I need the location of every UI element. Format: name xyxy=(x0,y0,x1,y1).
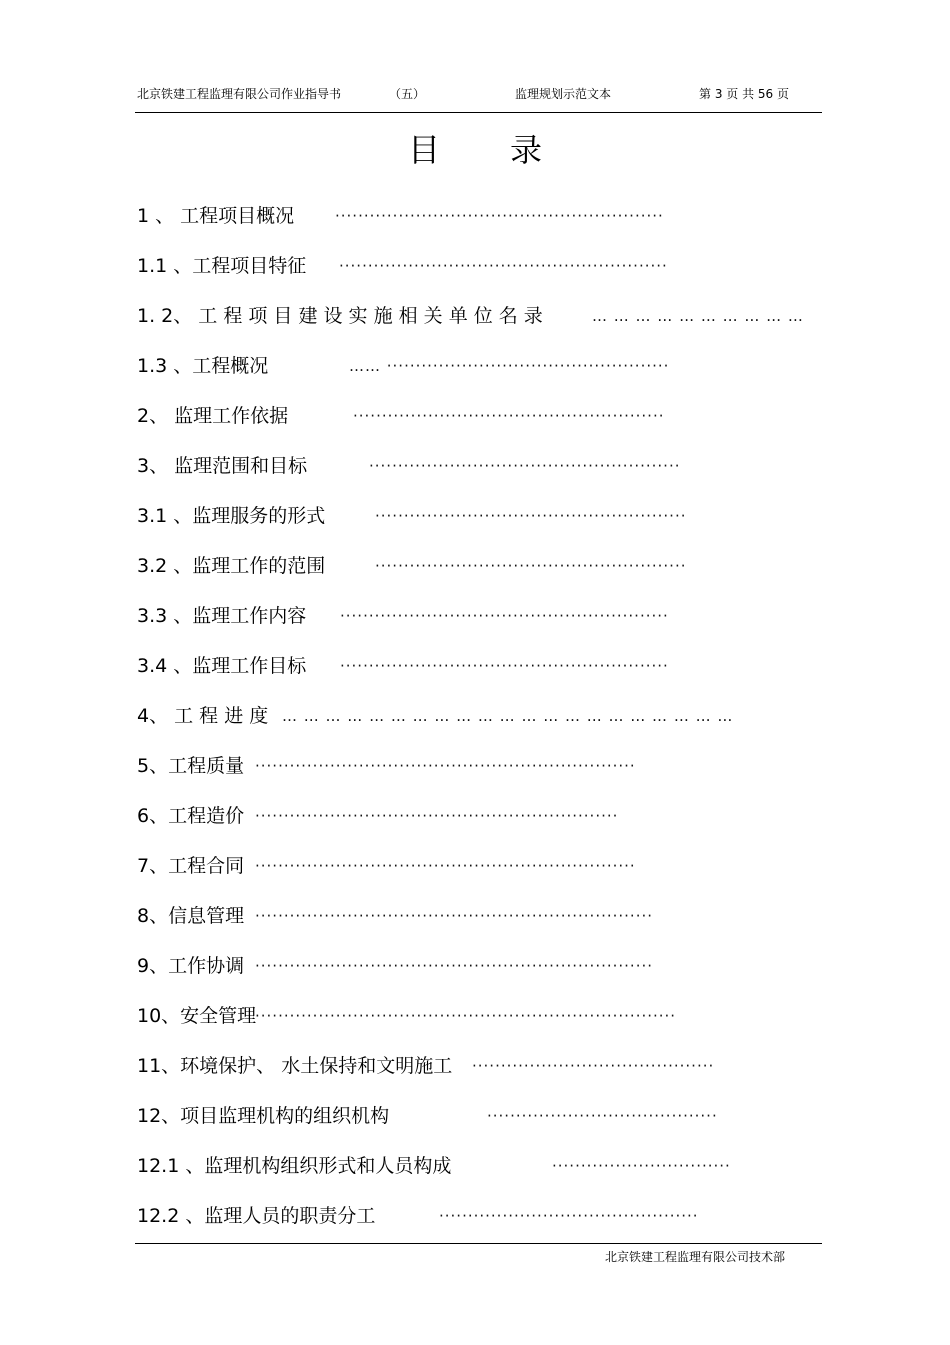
toc-entry xyxy=(137,445,827,495)
toc-entry xyxy=(137,995,827,1045)
toc-entry-leader-dots: ························································· xyxy=(339,257,668,275)
toc-entry-leader-dots: … … … … … … … … … … xyxy=(592,307,804,325)
toc-entry-leader-dots: … … … … … … … … … … … … … … … … … … … … … xyxy=(282,707,734,725)
toc-entry-leader-dots: ········································ xyxy=(487,1107,718,1125)
page-title: 目录 xyxy=(407,131,612,169)
toc-entry-label: 1.3 、工程概况 xyxy=(137,355,269,377)
toc-entry xyxy=(137,745,827,795)
toc-entry xyxy=(137,545,827,595)
toc-entry xyxy=(137,1195,827,1245)
toc-entry-label: 12.2 、监理人员的职责分工 xyxy=(137,1205,376,1227)
toc-entry-label: 12、项目监理机构的组织机构 xyxy=(137,1105,390,1127)
footer-rule xyxy=(135,1243,822,1244)
toc-entry-leader-dots: ······················································ xyxy=(369,457,681,475)
toc-entry-label: 1.1 、工程项目特征 xyxy=(137,255,307,277)
toc-entry-leader-dots: ········································································· xyxy=(255,1007,677,1025)
toc-entry-label: 5、工程质量 xyxy=(137,755,245,777)
toc-entry-leader-dots: ······························· xyxy=(552,1157,731,1175)
header-doc-name: 监理规划示范文本 xyxy=(515,87,612,101)
toc-entry-leader-dots: ····································································· xyxy=(255,907,653,925)
table-of-contents xyxy=(137,195,827,1245)
header-company: 北京铁建工程监理有限公司作业指导书 xyxy=(137,87,342,101)
toc-entry-label: 1. 2、 工 程 项 目 建 设 实 施 相 关 单 位 名 录 xyxy=(137,305,543,327)
toc-entry-leader-dots: ·········································· xyxy=(472,1057,715,1075)
toc-entry xyxy=(137,1045,827,1095)
toc-entry-label: 4、 工 程 进 度 xyxy=(137,705,269,727)
toc-entry xyxy=(137,1095,827,1145)
toc-entry xyxy=(137,345,827,395)
toc-entry-label: 3、 监理范围和目标 xyxy=(137,455,308,477)
toc-entry-leader-dots: ············································· xyxy=(439,1207,699,1225)
toc-entry-label: 3.4 、监理工作目标 xyxy=(137,655,307,677)
toc-entry-leader-dots: ························································· xyxy=(335,207,664,225)
toc-entry-leader-dots: ························································· xyxy=(340,657,669,675)
toc-entry-leader-dots: ······················································ xyxy=(375,507,687,525)
toc-entry xyxy=(137,245,827,295)
toc-entry xyxy=(137,595,827,645)
toc-entry-label: 3.1 、监理服务的形式 xyxy=(137,505,326,527)
toc-entry-label: 1 、 工程项目概况 xyxy=(137,205,295,227)
toc-entry-label: 2、 监理工作依据 xyxy=(137,405,289,427)
toc-entry xyxy=(137,895,827,945)
toc-entry-leader-dots: ····································································· xyxy=(255,957,653,975)
toc-entry-leader-dots: ······················································ xyxy=(353,407,665,425)
page-footer: 北京铁建工程监理有限公司技术部 xyxy=(605,1250,786,1264)
toc-entry-label: 3.3 、监理工作内容 xyxy=(137,605,307,627)
page-header xyxy=(137,85,822,105)
toc-entry-label: 8、信息管理 xyxy=(137,905,245,927)
toc-entry-label: 12.1 、监理机构组织形式和人员构成 xyxy=(137,1155,452,1177)
toc-entry-label: 9、工作协调 xyxy=(137,955,245,977)
toc-entry xyxy=(137,945,827,995)
header-rule xyxy=(135,112,822,113)
toc-entry-label: 3.2 、监理工作的范围 xyxy=(137,555,326,577)
toc-entry xyxy=(137,195,827,245)
toc-entry-label: 6、工程造价 xyxy=(137,805,245,827)
toc-entry-label: 10、安全管理 xyxy=(137,1005,257,1027)
header-volume: （五） xyxy=(389,87,426,101)
toc-entry xyxy=(137,1145,827,1195)
toc-entry xyxy=(137,845,827,895)
toc-entry-label: 7、工程合同 xyxy=(137,855,245,877)
toc-entry xyxy=(137,395,827,445)
toc-entry xyxy=(137,695,827,745)
toc-entry xyxy=(137,645,827,695)
toc-entry-leader-dots: ·································································· xyxy=(255,757,636,775)
toc-entry-leader-dots: …… ················································· xyxy=(349,357,670,375)
toc-entry xyxy=(137,795,827,845)
toc-entry-leader-dots: ·································································· xyxy=(255,857,636,875)
toc-entry-label: 11、环境保护、 水土保持和文明施工 xyxy=(137,1055,453,1077)
header-page-info: 第 3 页 共 56 页 xyxy=(699,87,789,101)
toc-entry xyxy=(137,495,827,545)
toc-entry-leader-dots: ······················································ xyxy=(375,557,687,575)
toc-entry xyxy=(137,295,827,345)
toc-entry-leader-dots: ······························································· xyxy=(255,807,619,825)
toc-entry-leader-dots: ························································· xyxy=(340,607,669,625)
